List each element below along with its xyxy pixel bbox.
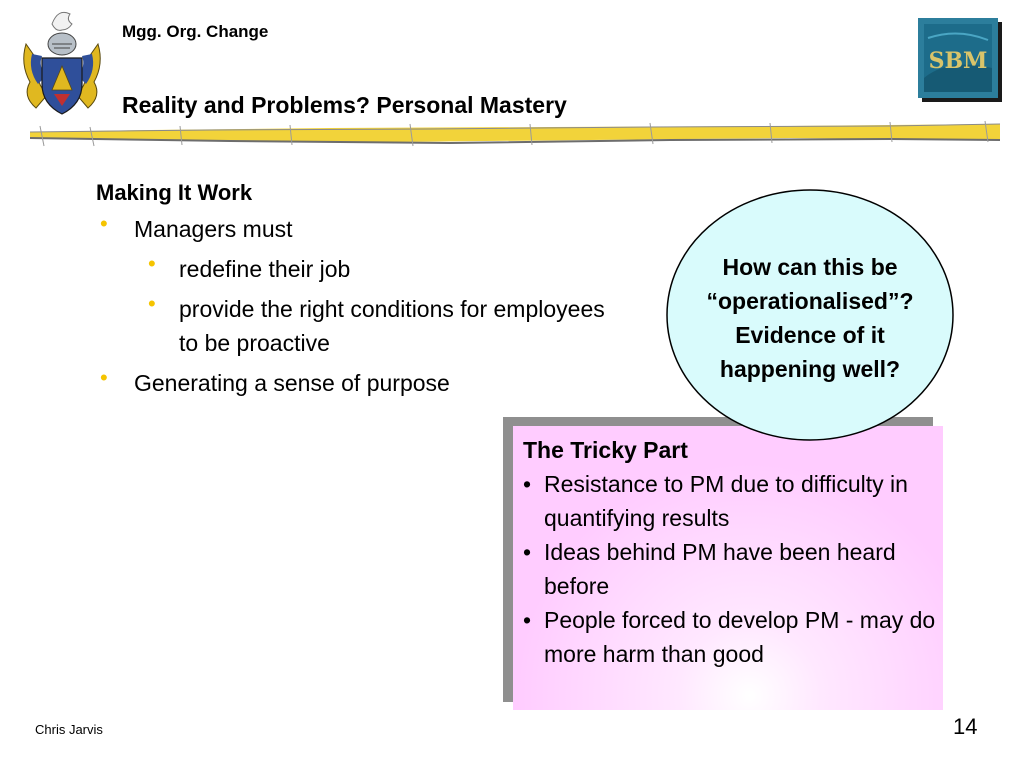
- list-item-text: provide the right conditions for employees to be proactive: [179, 296, 605, 356]
- tricky-item-text: People forced to develop PM - may do more harm than good: [544, 607, 936, 667]
- tricky-item-text: Ideas behind PM have been heard before: [544, 539, 896, 599]
- bubble-line: happening well?: [719, 356, 901, 382]
- section-heading: Making It Work: [96, 180, 253, 205]
- bullet-icon: •: [100, 365, 108, 390]
- bullet-icon: •: [523, 539, 532, 565]
- list-item: [96, 252, 616, 286]
- bullet-icon: •: [523, 607, 532, 633]
- tricky-part-content: [523, 433, 938, 671]
- list-item: [96, 366, 616, 400]
- bubble-text: [662, 250, 958, 386]
- sbm-logo: [918, 18, 1002, 102]
- tricky-item-text: Resistance to PM due to difficulty in quantifying results: [544, 471, 908, 531]
- course-title: Mgg. Org. Change: [122, 22, 269, 41]
- bullet-icon: •: [148, 251, 156, 276]
- list-item: [96, 292, 616, 360]
- bubble-line: Evidence of it: [735, 322, 885, 348]
- page-number: 14: [953, 714, 978, 739]
- main-content: [96, 180, 616, 400]
- footer-author: Chris Jarvis: [35, 722, 103, 737]
- tricky-item: [523, 467, 938, 535]
- list-item: [96, 212, 616, 246]
- list-item-text: redefine their job: [179, 256, 351, 282]
- bubble-line: How can this be: [722, 254, 898, 280]
- list-item-text: Managers must: [134, 216, 293, 242]
- sbm-logo-text: SBM: [928, 48, 988, 74]
- list-item-text: Generating a sense of purpose: [134, 370, 450, 396]
- tricky-item: [523, 603, 938, 671]
- bullet-icon: •: [100, 211, 108, 236]
- bullet-icon: •: [523, 471, 532, 497]
- header-rule: [30, 118, 1000, 152]
- slide-title: Reality and Problems? Personal Mastery: [122, 92, 567, 118]
- bubble-line: “operationalised”?: [706, 288, 914, 314]
- tricky-item: [523, 535, 938, 603]
- bullet-icon: •: [148, 291, 156, 316]
- university-crest-logo: [18, 4, 106, 122]
- tricky-heading: The Tricky Part: [523, 437, 688, 463]
